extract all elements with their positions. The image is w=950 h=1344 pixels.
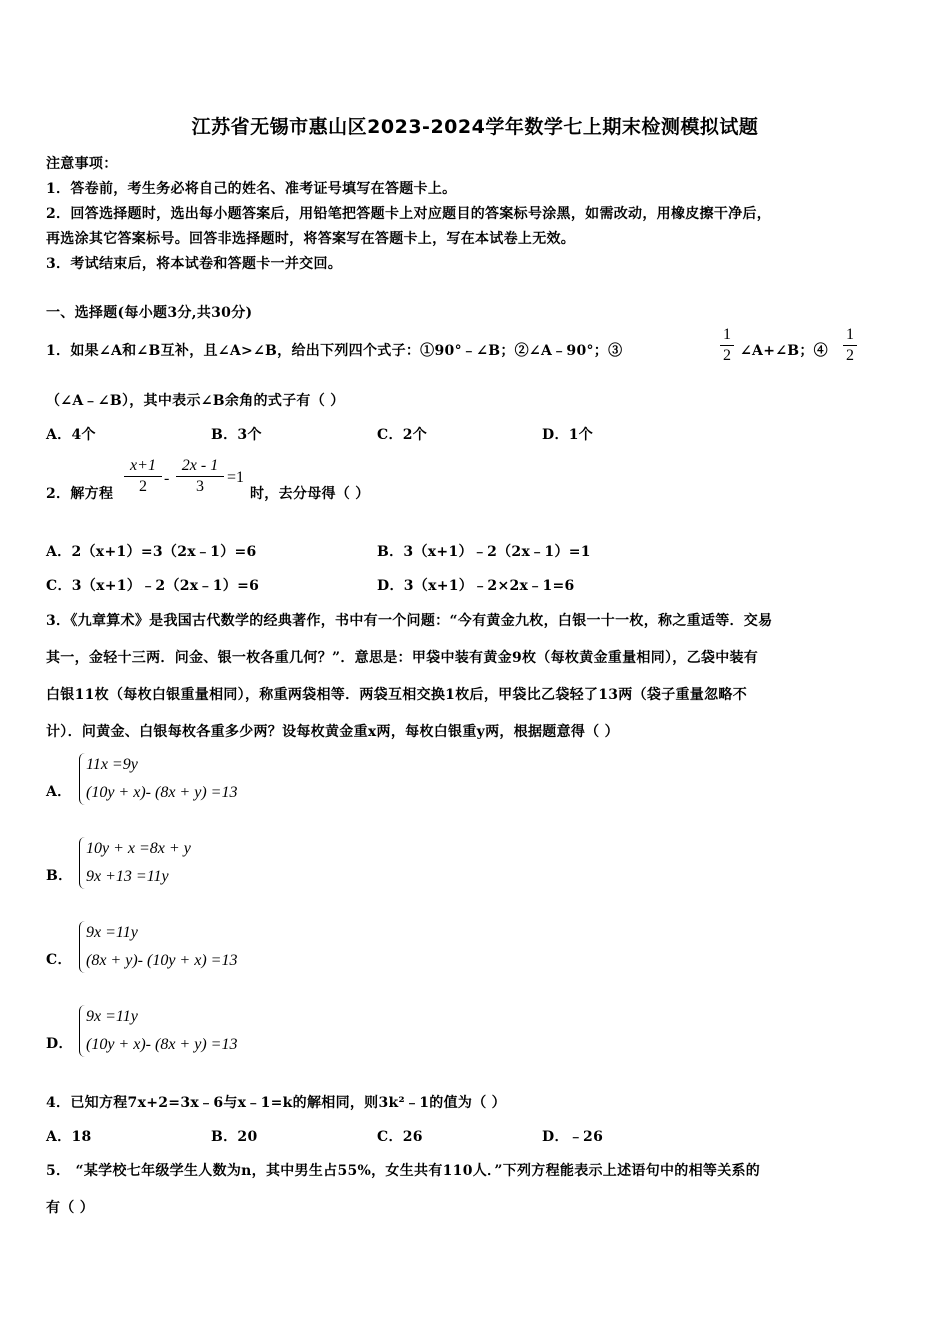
notice-item: 1．答卷前，考生务必将自己的姓名、准考证号填写在答题卡上。: [46, 181, 457, 197]
q1-text: 1．如果∠A和∠B互补，且∠A>∠B，给出下列四个式子：①90°﹣∠B；②∠A﹣90°；③: [46, 343, 623, 359]
q2-option-b: B．3（x+1）﹣2（2x﹣1）=1: [377, 544, 591, 560]
notice-item: 3．考试结束后，将本试卷和答题卡一并交回。: [46, 256, 343, 272]
q3-option-d-label: D．: [46, 1036, 73, 1052]
q3-option-a-system: 11x =9y (10y + x)- (8x + y) =13: [86, 756, 238, 801]
q3-text: 其一，金轻十三两．问金、银一枚各重几何？”．意思是：甲袋中装有黄金9枚（每枚黄金重量相同），乙袋中装有: [46, 650, 759, 666]
q3-text: 3．《九章算术》是我国古代数学的经典著作，书中有一个问题：“今有黄金九枚，白银一十一枚，称之重适等．交易: [46, 613, 773, 629]
q2-text: 2．解方程: [46, 486, 114, 502]
q3-option-b-label: B．: [46, 868, 73, 884]
q2-minus: -: [164, 470, 170, 487]
q2-fraction-1: x+1 2: [124, 457, 162, 496]
q4-option-a: A．18: [46, 1129, 92, 1145]
notice-heading: 注意事项：: [46, 156, 118, 172]
q1-text-2: （∠A﹣∠B），其中表示∠B余角的式子有（ ）: [46, 393, 345, 409]
q2-option-c: C．3（x+1）﹣2（2x﹣1）=6: [46, 578, 260, 594]
q3-text: 白银11枚（每枚白银重量相同），称重两袋相等．两袋互相交换1枚后，甲袋比乙袋轻了13两（袋子重量忽略不: [46, 687, 748, 703]
page-title: 江苏省无锡市惠山区2023-2024学年数学七上期末检测模拟试题: [191, 116, 759, 138]
q1-text-mid: ∠A+∠B；④: [740, 343, 828, 359]
q4-text: 4．已知方程7x+2=3x﹣6与x﹣1=k的解相同，则3k²﹣1的值为（ ）: [46, 1095, 506, 1111]
brace-icon: [79, 753, 86, 805]
brace-icon: [79, 837, 86, 889]
q2-fraction-2: 2x - 1 3: [176, 457, 224, 496]
q4-option-c: C．26: [377, 1129, 423, 1145]
notice-item: 2．回答选择题时，选出每小题答案后，用铅笔把答题卡上对应题目的答案标号涂黑，如需改动，用橡皮擦干净后，: [46, 206, 772, 222]
q2-option-d: D．3（x+1）﹣2×2x﹣1=6: [377, 578, 575, 594]
notice-item: 再选涂其它答案标号。回答非选择题时，将答案写在答题卡上，写在本试卷上无效。: [46, 231, 576, 247]
q3-option-b-system: 10y + x =8x + y 9x +13 =11y: [86, 840, 191, 885]
brace-icon: [79, 921, 86, 973]
q3-option-c-label: C．: [46, 952, 72, 968]
q1-fraction-4: 1 2: [843, 326, 857, 365]
q1-option-a: A．4个: [46, 427, 96, 443]
q1-fraction-3: 1 2: [720, 326, 734, 365]
q3-option-d-system: 9x =11y (10y + x)- (8x + y) =13: [86, 1008, 238, 1053]
q3-option-a-label: A．: [46, 784, 72, 800]
q2-option-a: A．2（x+1）=3（2x﹣1）=6: [46, 544, 257, 560]
q4-option-b: B．20: [211, 1129, 258, 1145]
q1-option-d: D．1个: [542, 427, 594, 443]
q2-equals: =1: [227, 469, 245, 486]
q1-option-b: B．3个: [211, 427, 262, 443]
q1-option-c: C．2个: [377, 427, 428, 443]
q3-option-c-system: 9x =11y (8x + y)- (10y + x) =13: [86, 924, 238, 969]
q5-text: 5． “某学校七年级学生人数为n，其中男生占55%，女生共有110人．”下列方程能表示上述语句中的相等关系的: [46, 1163, 761, 1179]
q5-text-2: 有（ ）: [46, 1200, 95, 1216]
q2-text-2: 时，去分母得（ ）: [250, 486, 370, 502]
section-heading: 一、选择题(每小题3分,共30分): [46, 305, 253, 321]
q3-text: 计）．问黄金、白银每枚各重多少两？设每枚黄金重x两，每枚白银重y两，根据题意得（ ）: [46, 724, 619, 740]
brace-icon: [79, 1005, 86, 1057]
q4-option-d: D．﹣26: [542, 1129, 604, 1145]
